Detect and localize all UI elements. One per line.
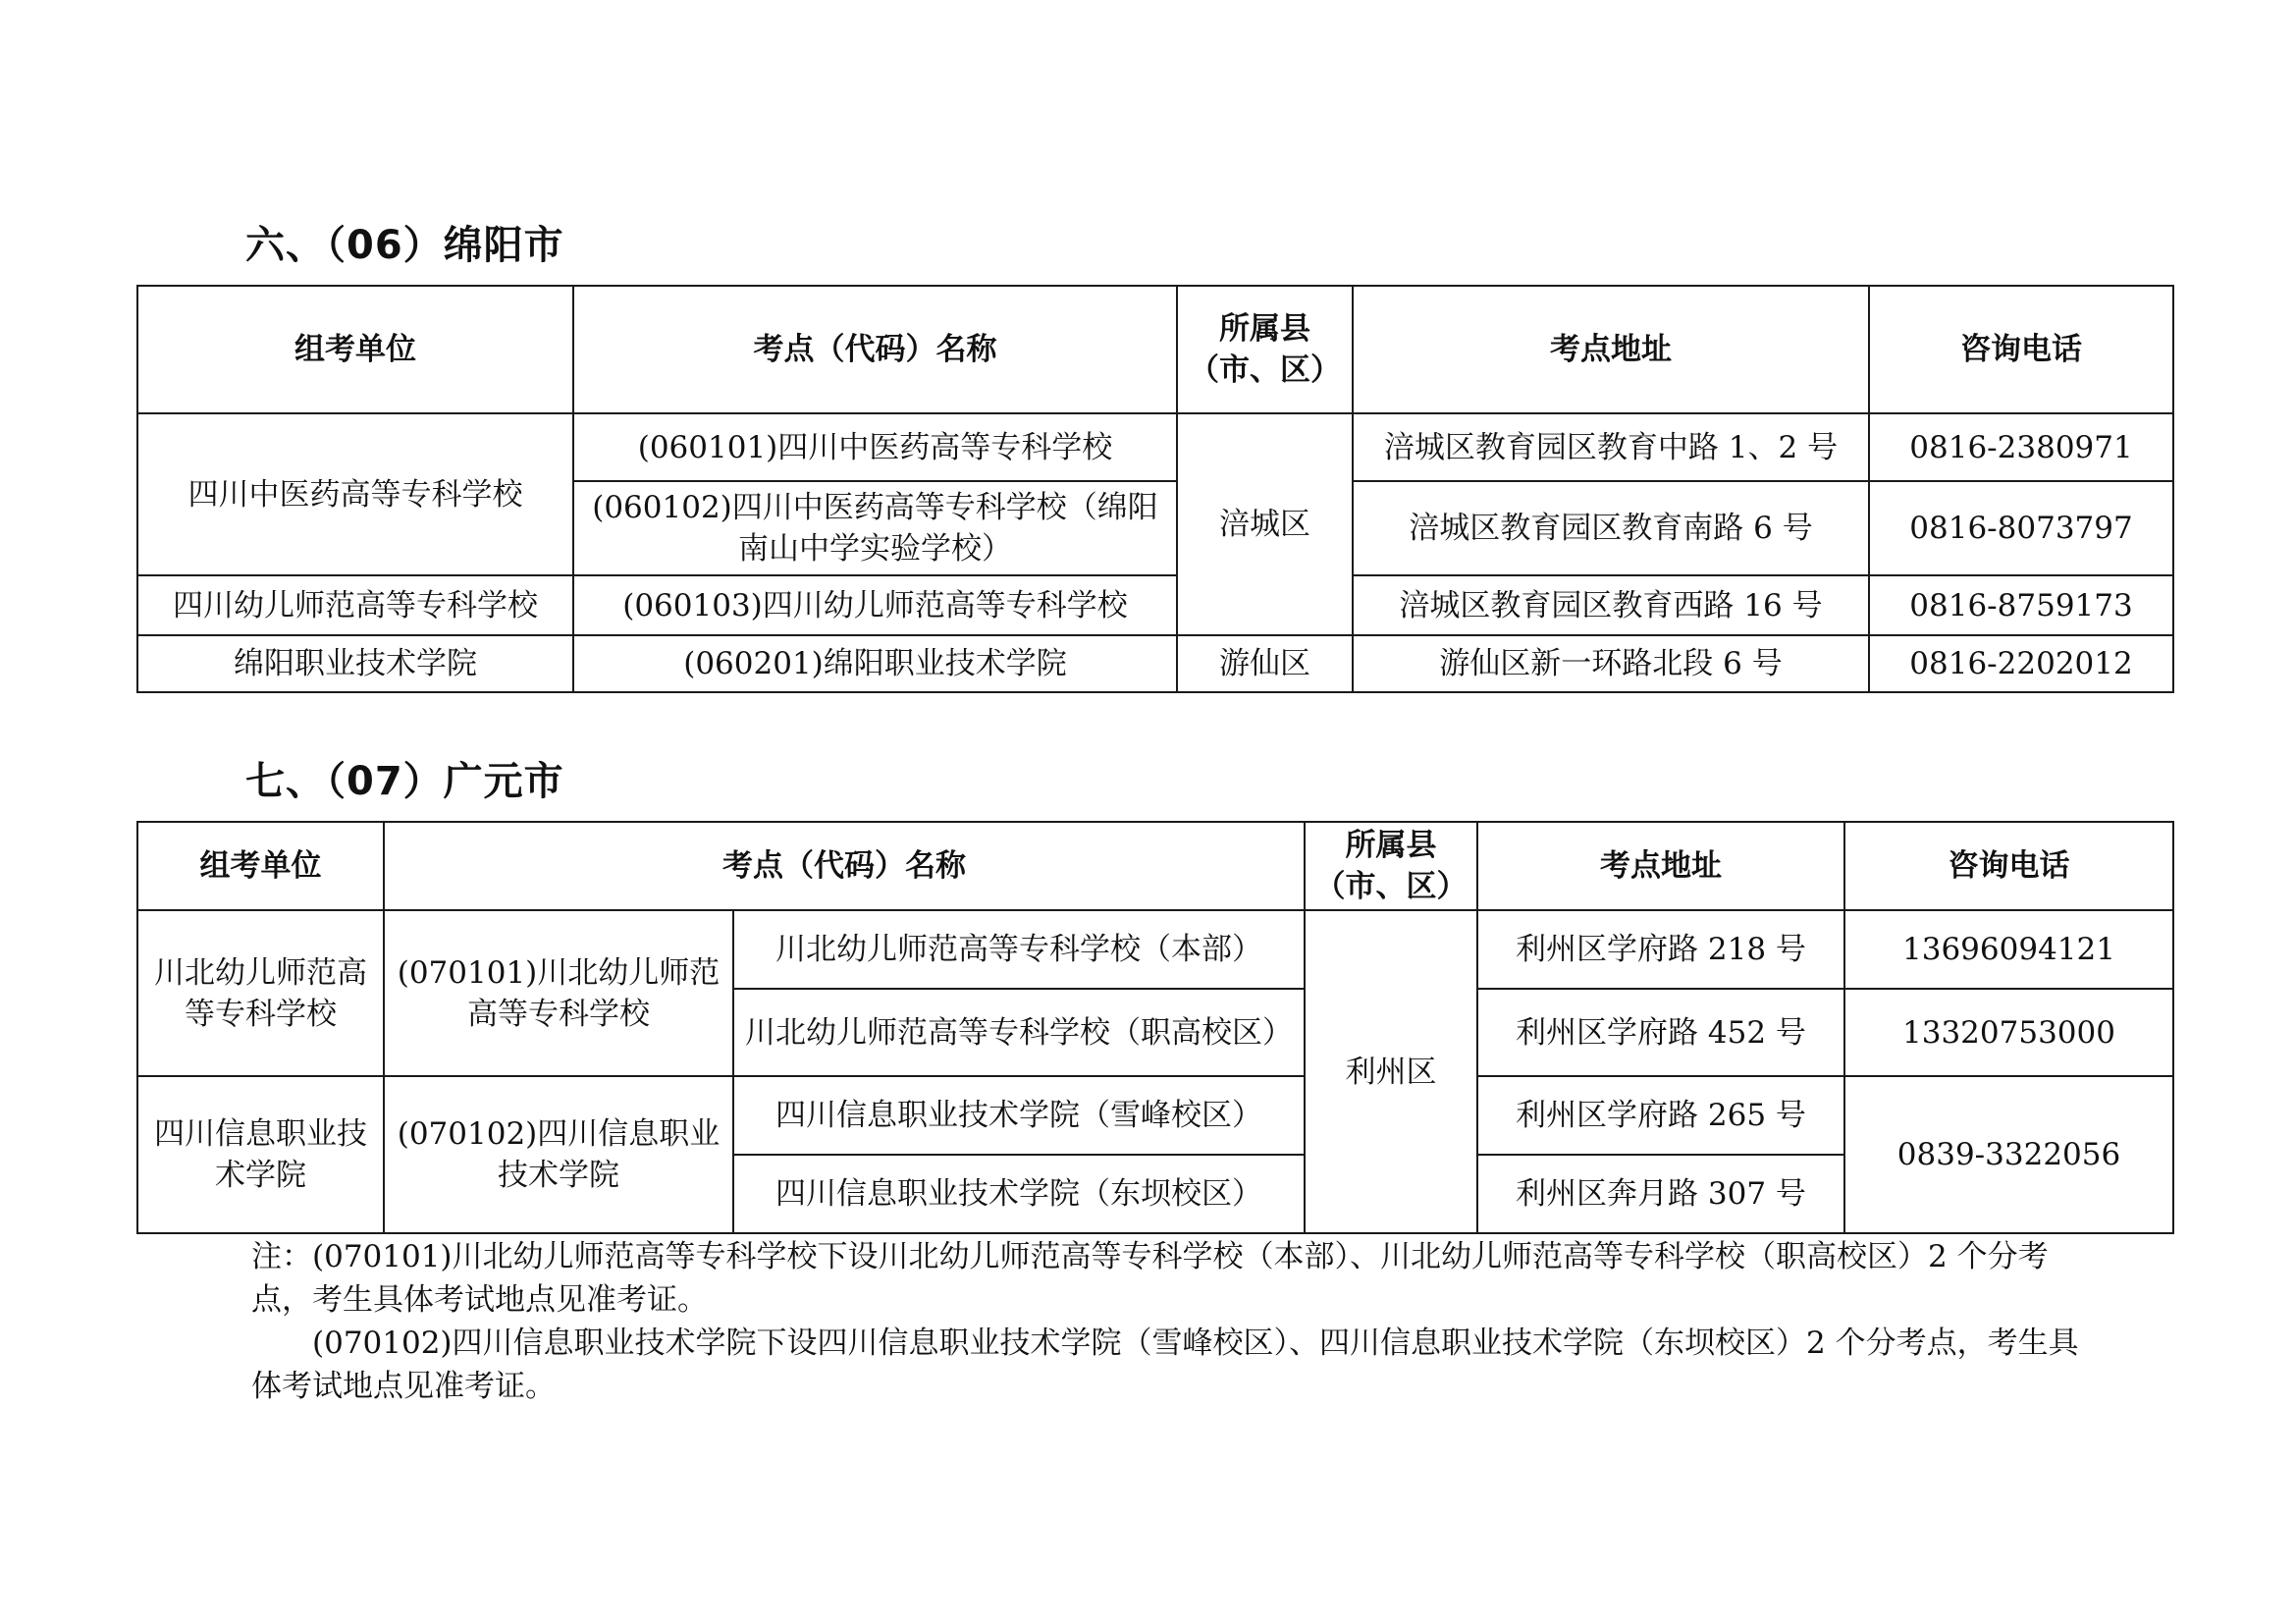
header-unit: 组考单位 [137,822,384,910]
site-cell: (060201)绵阳职业技术学院 [573,635,1177,692]
unit-cell: 川北幼儿师范高等专科学校 [137,910,384,1076]
address-cell: 利州区学府路 265 号 [1477,1076,1844,1155]
header-county-line2: （市、区） [1314,869,1468,904]
site-cell: (060101)四川中医药高等专科学校 [573,413,1177,481]
address-cell: 涪城区教育园区教育中路 1、2 号 [1353,413,1869,481]
guangyuan-exam-sites-table [136,821,2174,1234]
phone-cell: 0816-8073797 [1869,481,2173,575]
header-phone: 咨询电话 [1844,822,2173,910]
header-address: 考点地址 [1353,286,1869,413]
header-county [1177,286,1353,413]
header-unit: 组考单位 [137,286,573,413]
header-address: 考点地址 [1477,822,1844,910]
subsite-cell: 四川信息职业技术学院（东坝校区） [733,1155,1305,1233]
header-county-line2: （市、区） [1189,352,1341,388]
header-county [1305,822,1477,910]
site-cell: (070101)川北幼儿师范高等专科学校 [384,910,733,1076]
phone-cell: 13320753000 [1844,989,2173,1076]
table-row [137,1076,2173,1155]
address-cell: 游仙区新一环路北段 6 号 [1353,635,1869,692]
subsite-cell: 川北幼儿师范高等专科学校（本部） [733,910,1305,989]
unit-cell: 四川信息职业技术学院 [137,1076,384,1233]
address-cell: 利州区学府路 218 号 [1477,910,1844,989]
section-title-guangyuan: 七、（07）广元市 [245,759,564,804]
table-row [137,910,2173,989]
table-row [137,575,2173,635]
header-site: 考点（代码）名称 [384,822,1305,910]
unit-cell: 绵阳职业技术学院 [137,635,573,692]
site-cell: (060102)四川中医药高等专科学校（绵阳南山中学实验学校） [573,481,1177,575]
address-cell: 涪城区教育园区教育南路 6 号 [1353,481,1869,575]
table-row [137,413,2173,481]
header-county-line1: 所属县 [1345,828,1437,863]
section-title-mianyang: 六、（06）绵阳市 [245,223,564,268]
header-phone: 咨询电话 [1869,286,2173,413]
site-cell: (060103)四川幼儿师范高等专科学校 [573,575,1177,635]
county-cell: 游仙区 [1177,635,1353,692]
subsite-cell: 川北幼儿师范高等专科学校（职高校区） [733,989,1305,1076]
phone-cell: 0839-3322056 [1844,1076,2173,1233]
table-row [137,635,2173,692]
subsite-cell: 四川信息职业技术学院（雪峰校区） [733,1076,1305,1155]
unit-cell: 四川中医药高等专科学校 [137,413,573,575]
address-cell: 涪城区教育园区教育西路 16 号 [1353,575,1869,635]
header-site: 考点（代码）名称 [573,286,1177,413]
table-header-row [137,822,2173,910]
footnote-070101: 注：(070101)川北幼儿师范高等专科学校下设川北幼儿师范高等专科学校（本部）、川北幼儿师范高等专科学校（职高校区）2 个分考点，考生具体考试地点见准考证。 [251,1239,2049,1318]
phone-cell: 0816-2202012 [1869,635,2173,692]
address-cell: 利州区奔月路 307 号 [1477,1155,1844,1233]
phone-cell: 0816-8759173 [1869,575,2173,635]
mianyang-exam-sites-table [136,285,2174,693]
phone-cell: 13696094121 [1844,910,2173,989]
county-cell: 利州区 [1305,910,1477,1233]
site-cell: (070102)四川信息职业技术学院 [384,1076,733,1233]
unit-cell: 四川幼儿师范高等专科学校 [137,575,573,635]
phone-cell: 0816-2380971 [1869,413,2173,481]
footnote-070102: (070102)四川信息职业技术学院下设四川信息职业技术学院（雪峰校区）、四川信息职业技术学院（东坝校区）2 个分考点，考生具体考试地点见准考证。 [251,1326,2079,1404]
address-cell: 利州区学府路 452 号 [1477,989,1844,1076]
table-header-row [137,286,2173,413]
header-county-line1: 所属县 [1219,311,1310,347]
county-cell: 涪城区 [1177,413,1353,635]
